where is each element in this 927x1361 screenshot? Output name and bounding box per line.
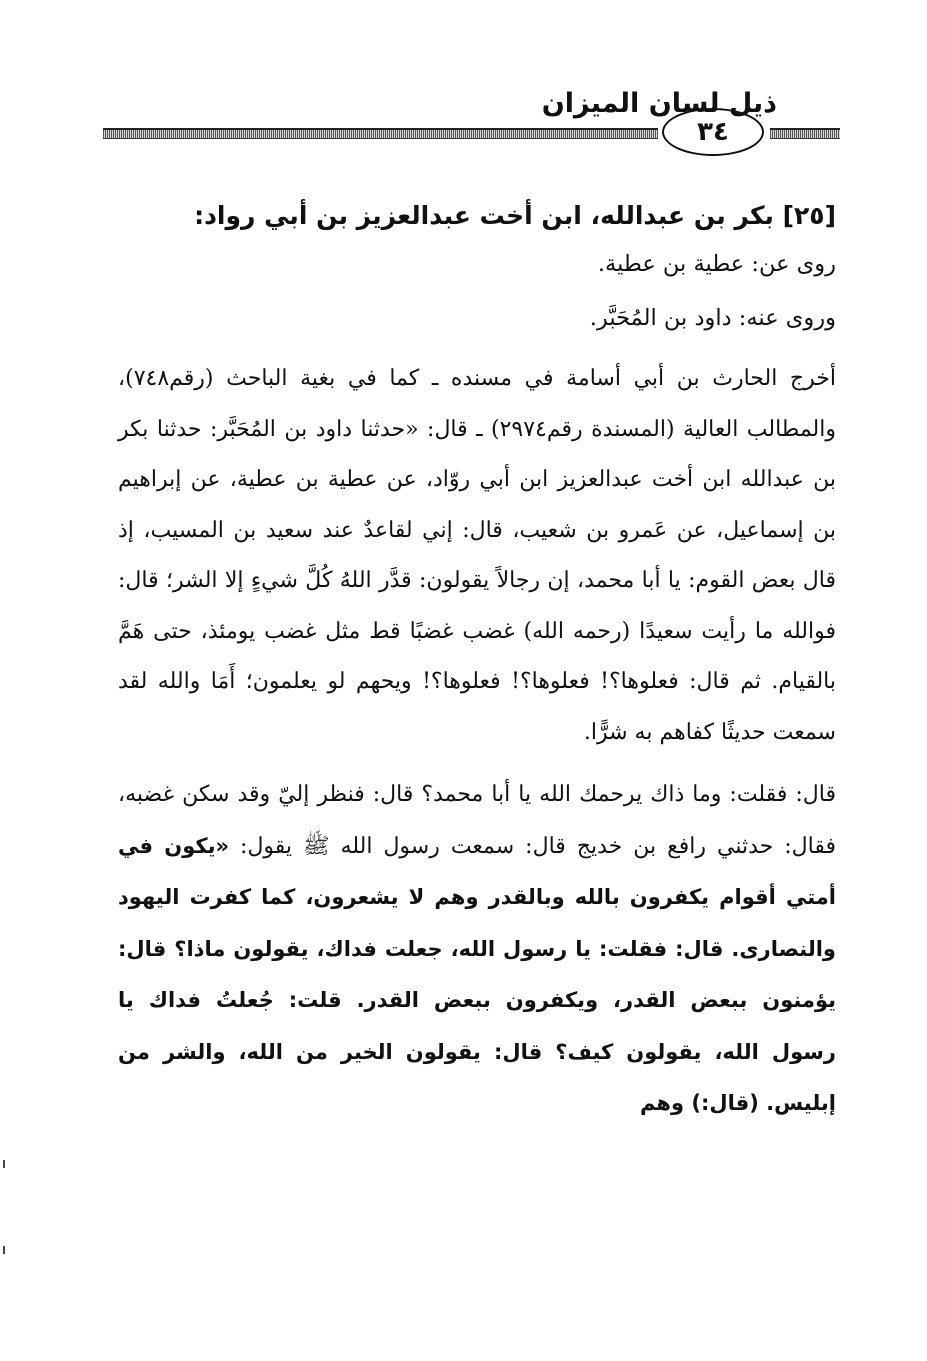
narrates-from: روى عن: عطية بن عطية. — [597, 251, 836, 277]
page-number — [662, 108, 764, 156]
paragraph-hadith — [118, 770, 836, 1130]
hadith-text: «يكون في أمتي أقوام يكفرون بالله وبالقدر وهم لا يشعرون، كما كفرت اليهود والنصارى. قال: فقلت: يا رسول الله، جعلت فداك، يقولون ماذا؟ قال: يؤمنون ببعض القدر، ويكفرون ببعض القدر. قلت: جُعلتُ فداك يا رسول الله، يقولون كيف؟ قال: يقولون الخير من الله، والشر من إبليس. (قال:) وهم — [118, 833, 836, 1115]
margin-mark — [3, 1246, 5, 1254]
page-body — [118, 196, 836, 1136]
page-number-text: ٣٤ — [697, 117, 729, 147]
narrated-by: وروى عنه: داود بن المُحَبَّر. — [589, 305, 836, 331]
paragraph-hadith-intro: قال: فقلت: وما ذاك يرحمك الله يا أبا محمد؟ قال: فنظر إليّ وقد سكن غضبه، فقال: حدثني رافع بن خديج قال: سمعت رسول الله ﷺ يقول: — [118, 782, 836, 859]
margin-mark — [3, 1160, 5, 1168]
book-title: ذيل لسان الميزان — [541, 88, 777, 119]
paragraph-takhrij: أخرج الحارث بن أبي أسامة في مسنده ـ كما في بغية الباحث (رقم٧٤٨)، والمطالب العالية (المسندة رقم٢٩٧٤) ـ قال: «حدثنا داود بن المُحَبَّر: حدثنا بكر بن عبدالله ابن أخت عبدالعزيز ابن أبي روّاد، عن عطية بن عطية، عن إبراهيم بن إسماعيل، عن عَمرو بن شعيب، قال: إني لقاعدٌ عند سعيد بن المسيب، إذ قال بعض القوم: يا أبا محمد، إن رجالاً يقولون: قدَّر اللهُ كُلَّ شيءٍ إلا الشر؛ قال: فوالله ما رأيت سعيدًا (رحمه الله) غضب غضبًا قط مثل غضب يومئذ، حتى هَمَّ بالقيام. ثم قال: فعلوها؟! فعلوها؟! فعلوها؟! ويحهم لو يعلمون؛ أَمَا والله لقد سمعت حديثًا كفاهم به شرًّا. — [118, 366, 836, 745]
header-rule-left — [103, 128, 658, 139]
entry-heading: [٢٥] بكر بن عبدالله، ابن أخت عبدالعزيز بن أبي رواد: — [194, 201, 836, 230]
page-header — [0, 0, 927, 170]
header-rule-right — [770, 128, 840, 139]
